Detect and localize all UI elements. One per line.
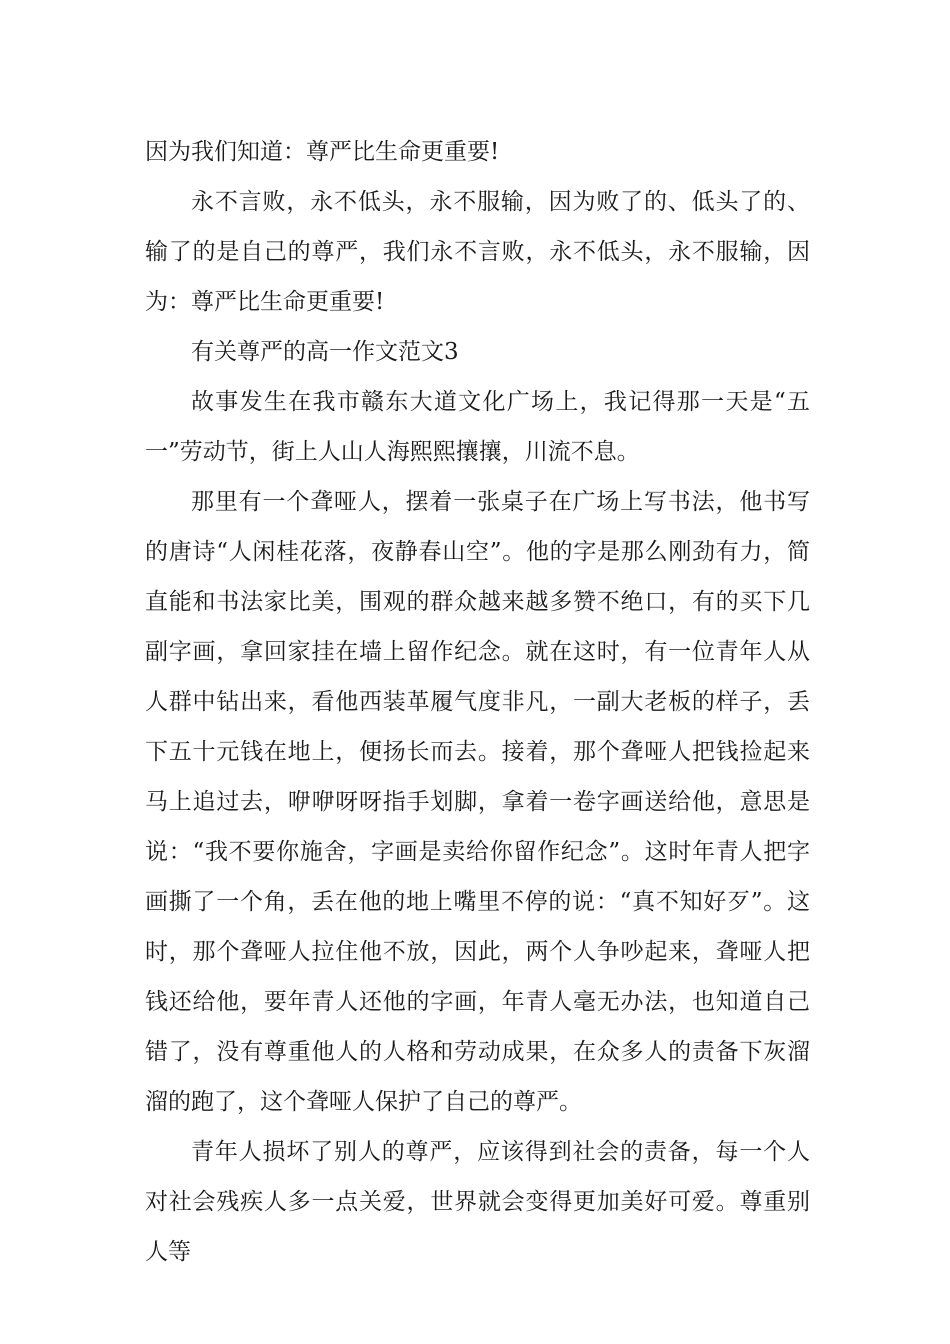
paragraph: 因为我们知道：尊严比生命更重要! (145, 139, 500, 165)
paragraph: 那里有一个聋哑人，摆着一张桌子在广场上写书法，他书写的唐诗“人闲桂花落，夜静春山空”。他的字是那么刚劲有力，简直能和书法家比美，围观的群众越来越多赞不绝口，有的买下几副字画，拿回家挂在墙上留作纪念。就在这时，有一位青年人从人群中钻出来，看他西装革履气度非凡，一副大老板的样子，丢下五十元钱在地上，便扬长而去。接着，那个聋哑人把钱捡起来马上追过去，咿咿呀呀指手划脚，拿着一卷字画送给他，意思是说：“我不要你施舍，字画是卖给你留作纪念”。这时年青人把字画撕了一个角，丢在他的地上嘴里不停的说：“真不知好歹”。这时，那个聋哑人拉住他不放，因此，两个人争吵起来，聋哑人把钱还给他，要年青人还他的字画，年青人毫无办法，也知道自己错了，没有尊重他人的人格和劳动成果，在众多人的责备下灰溜溜的跑了，这个聋哑人保护了自己的尊严。 (145, 489, 810, 1115)
document-body (145, 127, 810, 1277)
paragraph: 青年人损坏了别人的尊严，应该得到社会的责备，每一个人对社会残疾人多一点关爱，世界就会变得更加美好可爱。尊重别人等 (145, 1139, 810, 1265)
paragraph: 永不言败，永不低头，永不服输，因为败了的、低头了的、输了的是自己的尊严，我们永不言败，永不低头，永不服输，因为：尊严比生命更重要! (145, 189, 810, 315)
paragraph: 故事发生在我市赣东大道文化广场上，我记得那一天是“五一”劳动节，街上人山人海熙熙攘攘，川流不息。 (145, 389, 810, 465)
section-heading: 有关尊严的高一作文范文3 (191, 339, 459, 365)
